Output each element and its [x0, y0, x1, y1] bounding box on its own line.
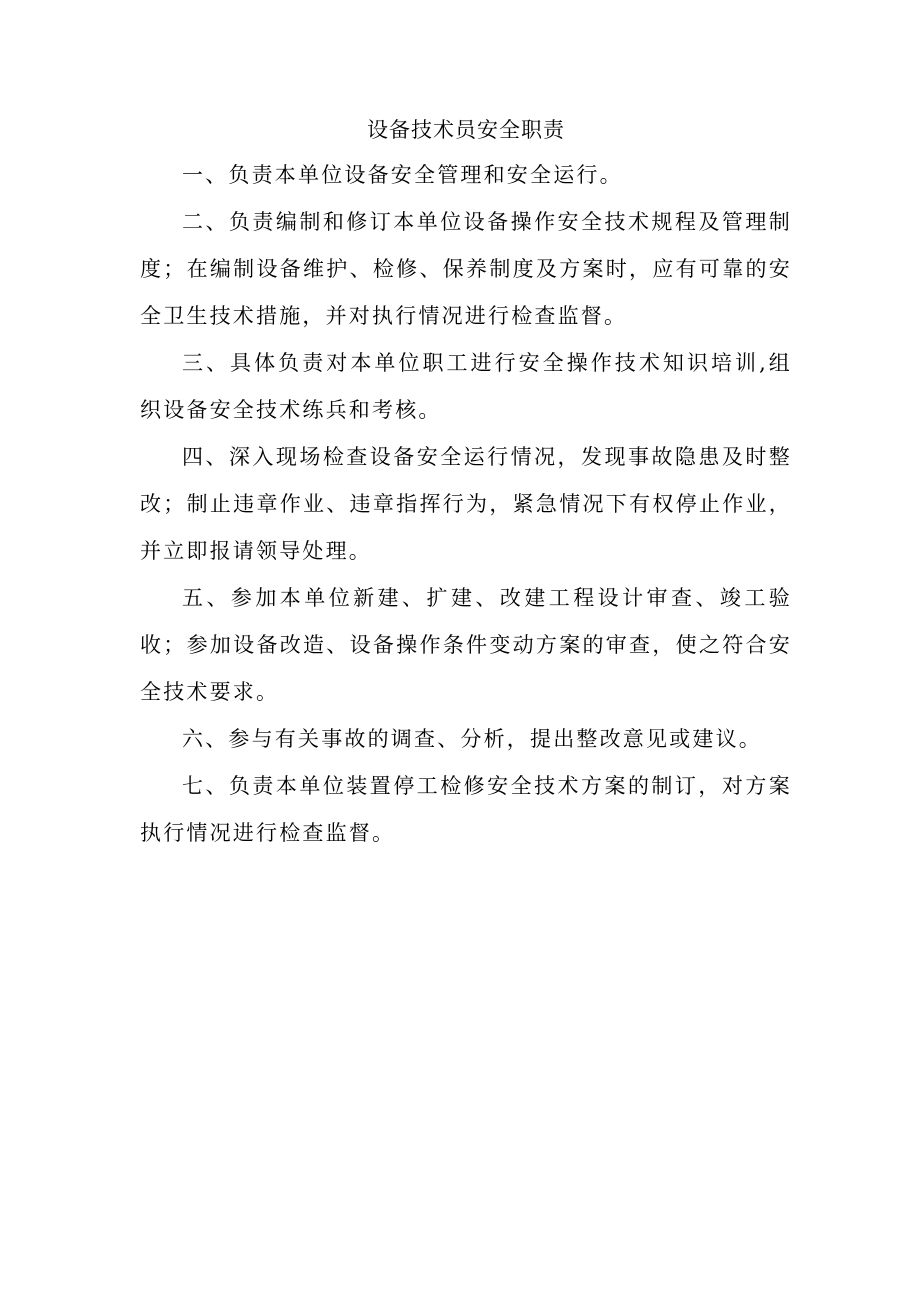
duty-item-1: 一、负责本单位设备安全管理和安全运行。: [182, 163, 623, 187]
duty-item-7: 七、负责本单位装置停工检修安全技术方案的制订，对方案执行情况进行检查监督。: [140, 774, 792, 845]
duty-item-3: 三、具体负责对本单位职工进行安全操作技术知识培训,组织设备安全技术练兵和考核。: [140, 351, 792, 422]
document-title: 设备技术员安全职责: [367, 118, 565, 142]
duty-item-6: 六、参与有关事故的调查、分析，提出整改意见或建议。: [182, 727, 762, 751]
duty-item-2: 二、负责编制和修订本单位设备操作安全技术规程及管理制度；在编制设备维护、检修、保养制度及方案时，应有可靠的安全卫生技术措施，并对执行情况进行检查监督。: [140, 210, 792, 328]
duty-item-4: 四、深入现场检查设备安全运行情况，发现事故隐患及时整改；制止违章作业、违章指挥行为，紧急情况下有权停止作业，并立即报请领导处理。: [140, 445, 792, 563]
duty-item-5: 五、参加本单位新建、扩建、改建工程设计审查、竣工验收；参加设备改造、设备操作条件变动方案的审查，使之符合安全技术要求。: [140, 586, 792, 704]
document-page: [140, 116, 792, 857]
